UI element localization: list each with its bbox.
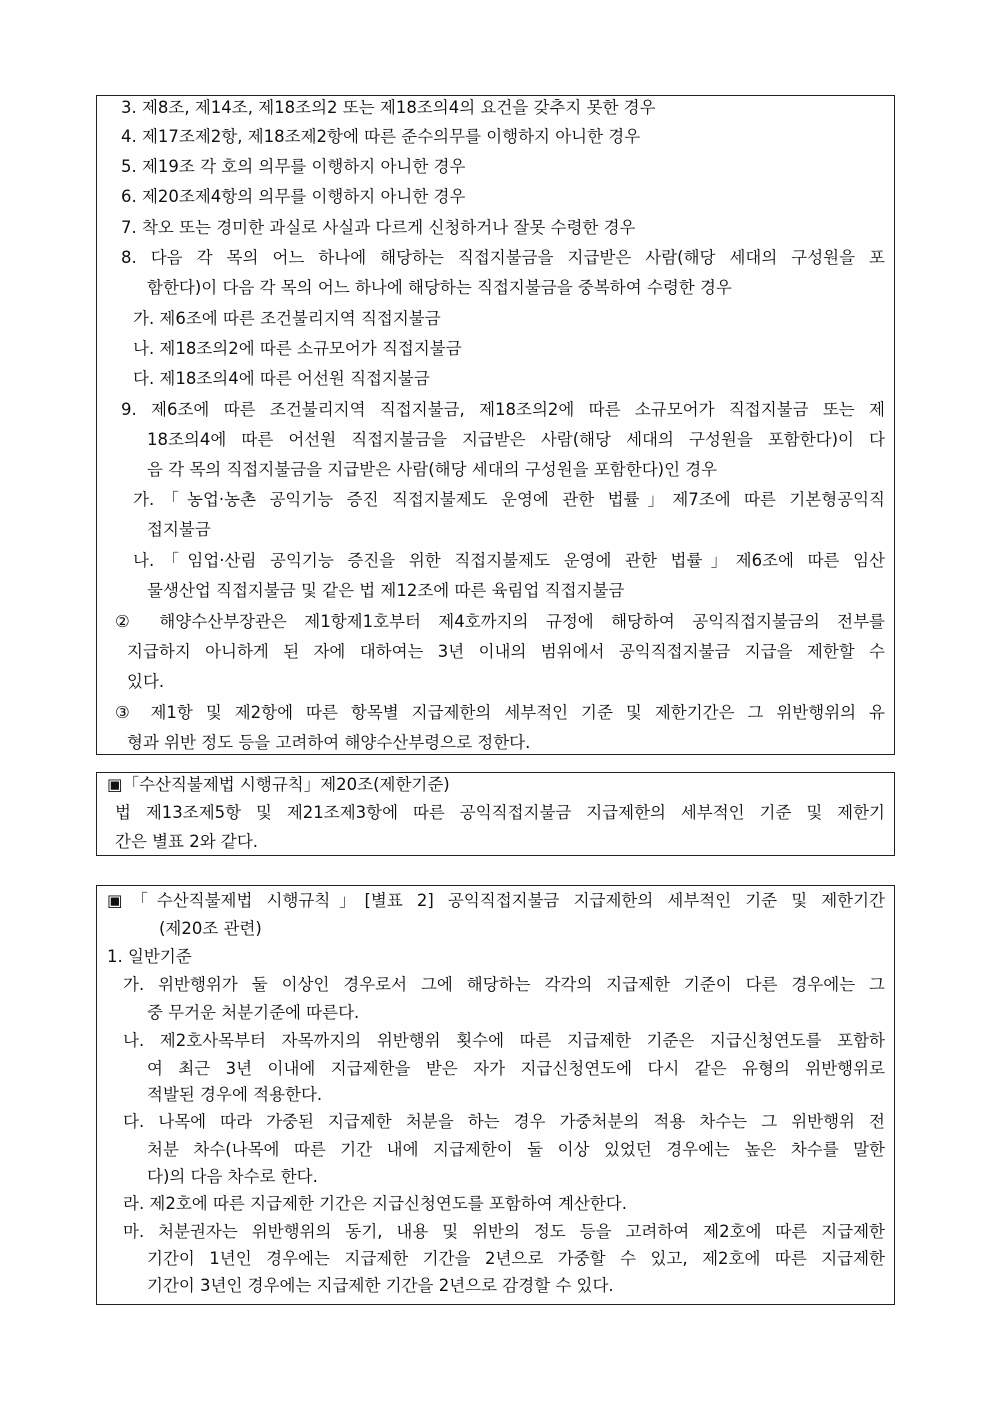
item-8-sub-ga: 가. 제6조에 따른 조건불리지역 직접지불금 xyxy=(133,309,441,328)
box-body-line-2: 간은 별표 2와 같다. xyxy=(115,832,259,851)
criteria-ma-line-2: 기간이 1년인 경우에는 지급제한 기간을 2년으로 가중할 수 있고, 제2호에 따른 지급제한 xyxy=(147,1249,885,1268)
item-3: 3. 제8조, 제14조, 제18조의2 또는 제18조의4의 요건을 갖추지 못한 경우 xyxy=(121,98,656,117)
item-4: 4. 제17조제2항, 제18조제2항에 따른 준수의무를 이행하지 아니한 경우 xyxy=(121,127,641,146)
item-8-line-1: 8. 다음 각 목의 어느 하나에 해당하는 직접지불금을 지급받은 사람(해당 세대의 구성원을 포 xyxy=(121,248,885,267)
item-9-line-3: 음 각 목의 직접지불금을 지급받은 사람(해당 세대의 구성원을 포함한다)인 경우 xyxy=(147,460,718,479)
criteria-na-line-3: 적발된 경우에 적용한다. xyxy=(147,1085,323,1104)
paragraph-3-line-1: ③ 제1항 및 제2항에 따른 항목별 지급제한의 세부적인 기준 및 제한기간은 그 위반행위의 유 xyxy=(115,703,885,722)
item-9-line-2: 18조의4에 따른 어선원 직접지불금을 지급받은 사람(해당 세대의 구성원을 포함한다)이 다 xyxy=(147,430,885,449)
statute-article-box xyxy=(96,95,895,755)
item-9-line-1: 9. 제6조에 따른 조건불리지역 직접지불금, 제18조의2에 따른 소규모어가 직접지불금 또는 제 xyxy=(121,400,885,419)
criteria-ga-line-1: 가. 위반행위가 둘 이상인 경우로서 그에 해당하는 각각의 지급제한 기준이 다른 경우에는 그 xyxy=(123,975,885,994)
item-9-sub-ga-line-2: 접지불금 xyxy=(147,520,211,539)
item-5: 5. 제19조 각 호의 의무를 이행하지 아니한 경우 xyxy=(121,157,466,176)
criteria-ma-line-3: 기간이 3년인 경우에는 지급제한 기간을 2년으로 감경할 수 있다. xyxy=(147,1276,614,1295)
item-8-line-2: 함한다)이 다음 각 목의 어느 하나에 해당하는 직접지불금을 중복하여 수령한 경우 xyxy=(147,278,732,297)
criteria-na-line-1: 나. 제2호사목부터 자목까지의 위반행위 횟수에 따른 지급제한 기준은 지급신청연도를 포함하 xyxy=(123,1031,885,1050)
paragraph-2-line-2: 지급하지 아니하게 된 자에 대하여는 3년 이내의 범위에서 공익직접지불금 지급을 제한할 수 xyxy=(127,642,885,661)
annex-heading-line-2: (제20조 관련) xyxy=(159,919,262,938)
criteria-da-line-2: 처분 차수(나목에 따른 기간 내에 지급제한이 둘 이상 있었던 경우에는 높은 차수를 말한 xyxy=(147,1140,885,1159)
enforcement-rule-article-box xyxy=(96,772,895,856)
criteria-ma-line-1: 마. 처분권자는 위반행위의 동기, 내용 및 위반의 정도 등을 고려하여 제2호에 따른 지급제한 xyxy=(123,1222,885,1241)
box-body-line-1: 법 제13조제5항 및 제21조제3항에 따른 공익직접지불금 지급제한의 세부적인 기준 및 제한기 xyxy=(115,803,885,822)
paragraph-2-line-3: 있다. xyxy=(127,672,165,691)
item-7: 7. 착오 또는 경미한 과실로 사실과 다르게 신청하거나 잘못 수령한 경우 xyxy=(121,218,636,237)
criteria-na-line-2: 여 최근 3년 이내에 지급제한을 받은 자가 지급신청연도에 다시 같은 유형의 위반행위로 xyxy=(147,1059,885,1078)
paragraph-3-line-2: 형과 위반 정도 등을 고려하여 해양수산부령으로 정한다. xyxy=(127,733,531,752)
annex-heading-line-1: ▣「수산직불제법 시행규칙」[별표 2] 공익직접지불금 지급제한의 세부적인 기준 및 제한기간 xyxy=(107,891,885,910)
box-heading: ▣「수산직불제법 시행규칙」제20조(제한기준) xyxy=(107,775,450,794)
item-6: 6. 제20조제4항의 의무를 이행하지 아니한 경우 xyxy=(121,187,466,206)
item-9-sub-ga-line-1: 가.「농업·농촌 공익기능 증진 직접지불제도 운영에 관한 법률」제7조에 따른 기본형공익직 xyxy=(133,490,885,509)
item-8-sub-na: 나. 제18조의2에 따른 소규모어가 직접지불금 xyxy=(133,339,462,358)
criteria-ga-line-2: 중 무거운 처분기준에 따른다. xyxy=(147,1003,360,1022)
annex-criteria-box xyxy=(96,885,895,1305)
item-9-sub-na-line-2: 물생산업 직접지불금 및 같은 법 제12조에 따른 육림업 직접지불금 xyxy=(147,581,625,600)
criteria-da-line-1: 다. 나목에 따라 가중된 지급제한 처분을 하는 경우 가중처분의 적용 차수는 그 위반행위 전 xyxy=(123,1112,885,1131)
item-9-sub-na-line-1: 나.「임업·산림 공익기능 증진을 위한 직접지불제도 운영에 관한 법률」제6조에 따른 임산 xyxy=(133,551,885,570)
item-8-sub-da: 다. 제18조의4에 따른 어선원 직접지불금 xyxy=(133,369,430,388)
criteria-da-line-3: 다)의 다음 차수로 한다. xyxy=(147,1167,318,1186)
section-general-criteria: 1. 일반기준 xyxy=(107,947,192,966)
paragraph-2-line-1: ② 해양수산부장관은 제1항제1호부터 제4호까지의 규정에 해당하여 공익직접지불금의 전부를 xyxy=(115,612,885,631)
criteria-ra: 라. 제2호에 따른 지급제한 기간은 지급신청연도를 포함하여 계산한다. xyxy=(123,1194,627,1213)
